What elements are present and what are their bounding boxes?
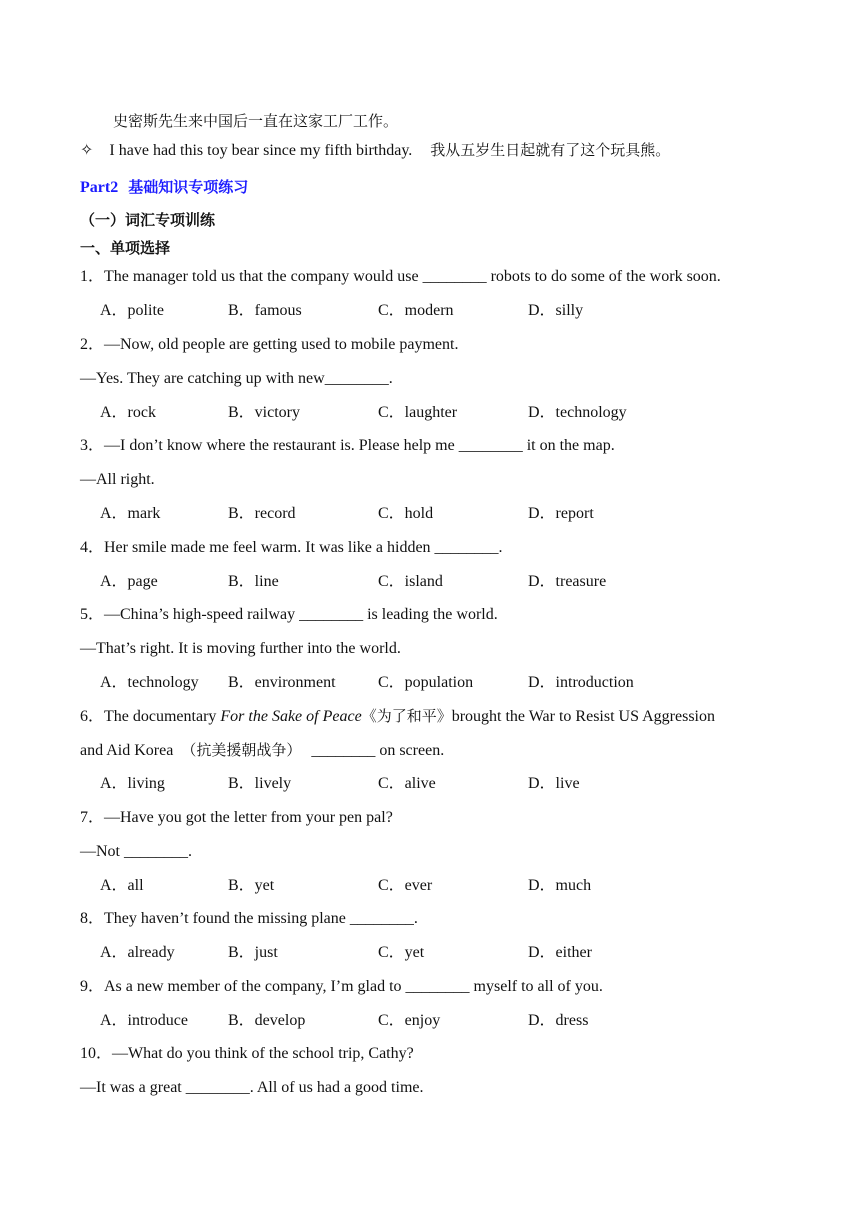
- question-4-option-d: D．treasure: [528, 573, 607, 590]
- part-label: Part2: [80, 179, 119, 196]
- question-3-option-b: B．record: [228, 505, 296, 522]
- question-8-option-c: C．yet: [378, 944, 425, 961]
- question-7-stem: 7．—Have you got the letter from your pen pal?: [80, 809, 393, 826]
- question-9-option-a: A．introduce: [100, 1012, 188, 1029]
- question-7-option-d: D．much: [528, 877, 592, 894]
- question-4-option-c: C．island: [378, 573, 443, 590]
- question-1-option-b: B．famous: [228, 302, 302, 319]
- question-5-option-c: C．population: [378, 674, 474, 691]
- question-6-option-a: A．living: [100, 775, 165, 792]
- question-8-option-d: D．either: [528, 944, 592, 961]
- question-6-option-b: B．lively: [228, 775, 292, 792]
- question-10-stem: 10．—What do you think of the school trip, Cathy?: [80, 1045, 414, 1062]
- question-6-stem-end: brought the War to Resist US Aggression: [451, 708, 715, 725]
- subsection-heading: 一、单项选择: [80, 239, 171, 257]
- example-sentence-en: I have had this toy bear since my fifth birthday.: [109, 142, 413, 159]
- question-6-stem2-cn: （抗美援朝战争）: [181, 741, 302, 759]
- question-7-stem-reply: —Not ________.: [80, 843, 192, 860]
- question-9-option-d: D．dress: [528, 1012, 589, 1029]
- question-6-stem2-en: and Aid Korea: [80, 742, 174, 759]
- part-heading: [80, 177, 248, 198]
- question-2-stem: 2．—Now, old people are getting used to mobile payment.: [80, 336, 459, 353]
- question-6-stem-line2: [80, 740, 444, 761]
- question-2-option-d: D．technology: [528, 404, 627, 421]
- question-1-option-c: C．modern: [378, 302, 454, 319]
- question-6-option-c: C．alive: [378, 775, 436, 792]
- question-3-option-d: D．report: [528, 505, 594, 522]
- question-5-option-d: D．introduction: [528, 674, 634, 691]
- question-9-option-c: C．enjoy: [378, 1012, 441, 1029]
- question-6-stem-pre: 6．The documentary: [80, 708, 221, 725]
- question-3-option-a: A．mark: [100, 505, 161, 522]
- question-8-stem: 8．They haven’t found the missing plane ________.: [80, 910, 418, 927]
- question-5-stem: 5．—China’s high-speed railway ________ is leading the world.: [80, 606, 498, 623]
- section-heading: （一）词汇专项训练: [80, 211, 216, 229]
- question-3-option-c: C．hold: [378, 505, 434, 522]
- question-6-film-title: For the Sake of Peace: [220, 708, 362, 725]
- question-5-option-b: B．environment: [228, 674, 336, 691]
- part-title: 基础知识专项练习: [128, 178, 249, 196]
- question-1-option-a: A．polite: [100, 302, 164, 319]
- question-7-option-a: A．all: [100, 877, 144, 894]
- intro-line-2: [80, 140, 670, 161]
- question-4-option-a: A．page: [100, 573, 158, 590]
- question-9-stem: 9．As a new member of the company, I’m glad to ________ myself to all of you.: [80, 978, 603, 995]
- question-1-stem: 1．The manager told us that the company would use ________ robots to do some of the work soon.: [80, 268, 721, 285]
- question-3-stem: 3．—I don’t know where the restaurant is. Please help me ________ it on the map.: [80, 437, 615, 454]
- question-2-option-b: B．victory: [228, 404, 300, 421]
- example-sentence-cn: 我从五岁生日起就有了这个玩具熊。: [430, 141, 671, 159]
- question-2-stem-reply: —Yes. They are catching up with new________.: [80, 370, 393, 387]
- sparkle-icon: ✧: [80, 142, 94, 159]
- question-2-option-c: C．laughter: [378, 404, 458, 421]
- question-6-film-title-cn: 《为了和平》: [361, 707, 452, 725]
- question-6-stem2-end: ________ on screen.: [311, 742, 445, 759]
- question-7-option-c: C．ever: [378, 877, 433, 894]
- question-4-option-b: B．line: [228, 573, 279, 590]
- question-7-option-b: B．yet: [228, 877, 275, 894]
- question-3-stem-reply: —All right.: [80, 471, 155, 488]
- question-8-option-a: A．already: [100, 944, 175, 961]
- question-2-option-a: A．rock: [100, 404, 156, 421]
- intro-line-1: 史密斯先生来中国后一直在这家工厂工作。: [113, 112, 399, 130]
- question-5-option-a: A．technology: [100, 674, 199, 691]
- question-4-stem: 4．Her smile made me feel warm. It was like a hidden ________.: [80, 539, 503, 556]
- question-5-stem-reply: —That’s right. It is moving further into the world.: [80, 640, 401, 657]
- question-6-stem: [80, 706, 715, 727]
- question-10-stem-reply: —It was a great ________. All of us had a good time.: [80, 1079, 424, 1096]
- question-1-option-d: D．silly: [528, 302, 584, 319]
- question-9-option-b: B．develop: [228, 1012, 306, 1029]
- question-8-option-b: B．just: [228, 944, 278, 961]
- question-6-option-d: D．live: [528, 775, 580, 792]
